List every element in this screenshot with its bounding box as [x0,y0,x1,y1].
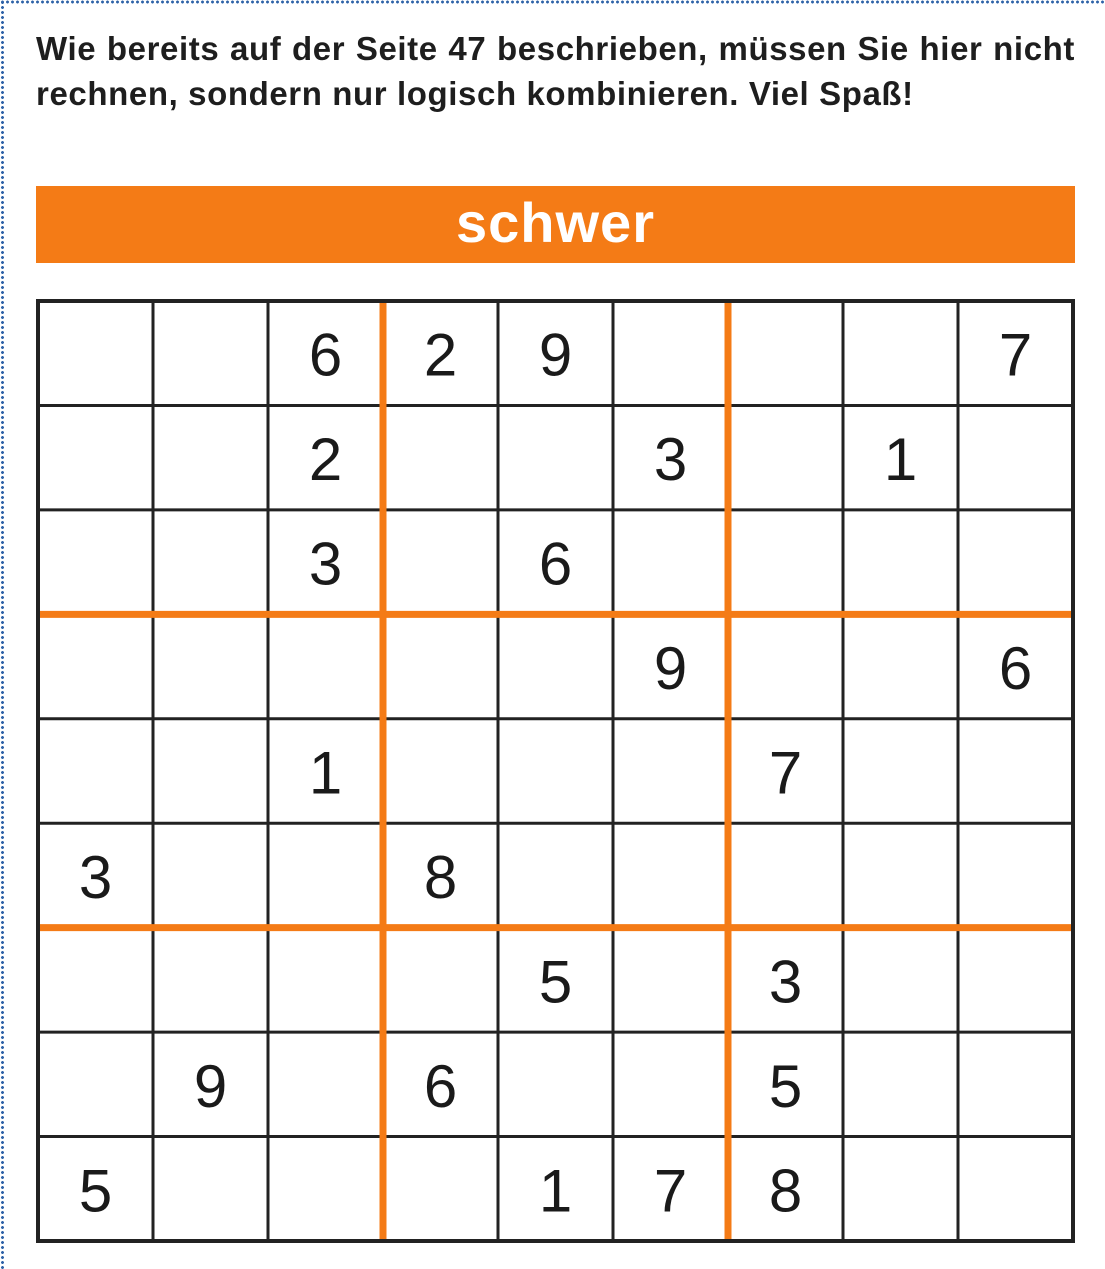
cell-digit: 9 [538,321,573,389]
cell-background [498,614,613,718]
cell-background [268,1032,383,1136]
cell-r9-c9[interactable] [958,1137,1073,1241]
cell-background [958,823,1073,927]
cell-r7-c9[interactable] [958,928,1073,1032]
cell-r2-c7[interactable] [728,405,843,509]
cell-r5-c3[interactable] [268,719,383,823]
cell-r3-c8[interactable] [843,510,958,614]
cell-r3-c2[interactable] [153,510,268,614]
cell-r6-c5[interactable] [498,823,613,927]
cell-r5-c5[interactable] [498,719,613,823]
cell-background [958,928,1073,1032]
cell-r9-c4[interactable] [383,1137,498,1241]
cell-background [153,928,268,1032]
cell-r7-c1[interactable] [38,928,153,1032]
cell-background [153,719,268,823]
cell-r3-c5[interactable] [498,510,613,614]
cell-background [498,823,613,927]
cell-r6-c4[interactable] [383,823,498,927]
cell-background [383,1137,498,1241]
cell-digit: 3 [78,843,113,911]
cell-background [268,928,383,1032]
cell-r9-c8[interactable] [843,1137,958,1241]
cell-digit: 9 [193,1052,228,1120]
cell-background [38,1032,153,1136]
cell-background [843,510,958,614]
cell-r1-c8[interactable] [843,301,958,405]
cell-background [843,1032,958,1136]
cell-background [38,510,153,614]
cell-r3-c6[interactable] [613,510,728,614]
cell-digit: 2 [308,426,343,494]
cell-background [383,719,498,823]
cell-r4-c1[interactable] [38,614,153,718]
cell-r8-c5[interactable] [498,1032,613,1136]
sudoku-grid [36,299,1075,1243]
cell-r1-c1[interactable] [38,301,153,405]
cell-r1-c4[interactable] [383,301,498,405]
cell-r4-c3[interactable] [268,614,383,718]
cell-background [498,719,613,823]
cell-r9-c3[interactable] [268,1137,383,1241]
cell-digit: 1 [308,739,343,807]
cell-background [958,1137,1073,1241]
cell-digit: 1 [883,426,918,494]
cell-digit: 5 [78,1157,113,1225]
cell-background [498,1032,613,1136]
cell-r4-c7[interactable] [728,614,843,718]
cell-r3-c4[interactable] [383,510,498,614]
cell-r1-c6[interactable] [613,301,728,405]
cell-digit: 7 [768,739,803,807]
cell-r3-c3[interactable] [268,510,383,614]
cell-r5-c8[interactable] [843,719,958,823]
cell-background [38,614,153,718]
cell-background [958,510,1073,614]
cell-background [728,823,843,927]
cell-background [153,823,268,927]
cell-r2-c4[interactable] [383,405,498,509]
cell-r2-c3[interactable] [268,405,383,509]
cell-digit: 1 [538,1157,573,1225]
cell-r7-c5[interactable] [498,928,613,1032]
cell-digit: 5 [768,1052,803,1120]
cell-background [728,614,843,718]
cell-r5-c9[interactable] [958,719,1073,823]
cell-r1-c2[interactable] [153,301,268,405]
cell-r5-c1[interactable] [38,719,153,823]
cell-background [728,301,843,405]
difficulty-banner [36,186,1075,263]
cell-background [958,719,1073,823]
dotted-border-left [0,0,5,1269]
cell-r9-c1[interactable] [38,1137,153,1241]
cell-r2-c8[interactable] [843,405,958,509]
cell-r1-c5[interactable] [498,301,613,405]
cell-digit: 6 [308,321,343,389]
cell-r7-c2[interactable] [153,928,268,1032]
cell-digit: 3 [308,530,343,598]
cell-background [383,928,498,1032]
cell-r6-c3[interactable] [268,823,383,927]
cell-background [613,823,728,927]
cell-digit: 6 [538,530,573,598]
cell-r8-c2[interactable] [153,1032,268,1136]
cell-background [153,405,268,509]
cell-digit: 7 [998,321,1033,389]
cell-r9-c6[interactable] [613,1137,728,1241]
cell-digit: 7 [653,1157,688,1225]
cell-r6-c1[interactable] [38,823,153,927]
cell-r4-c4[interactable] [383,614,498,718]
cell-r4-c2[interactable] [153,614,268,718]
cell-r1-c3[interactable] [268,301,383,405]
cell-r9-c7[interactable] [728,1137,843,1241]
cell-background [843,614,958,718]
cell-background [383,405,498,509]
cell-background [268,1137,383,1241]
cell-r6-c9[interactable] [958,823,1073,927]
cell-r8-c9[interactable] [958,1032,1073,1136]
cell-background [843,1137,958,1241]
cell-r1-c9[interactable] [958,301,1073,405]
cell-background [843,928,958,1032]
cell-background [153,614,268,718]
cell-r5-c7[interactable] [728,719,843,823]
cell-r7-c3[interactable] [268,928,383,1032]
cell-r5-c2[interactable] [153,719,268,823]
cell-digit: 3 [653,426,688,494]
cell-background [958,1032,1073,1136]
cell-background [268,823,383,927]
intro-text: Wie bereits auf der Seite 47 beschrieben, müssen Sie hier nicht rechnen, sondern nur logisch kombinieren. Viel Spaß! [36,30,1075,112]
cell-background [38,928,153,1032]
cell-background [383,614,498,718]
cell-background [153,510,268,614]
cell-r3-c9[interactable] [958,510,1073,614]
cell-background [38,719,153,823]
cell-background [728,510,843,614]
cell-r2-c2[interactable] [153,405,268,509]
cell-background [843,823,958,927]
cell-background [613,510,728,614]
cell-r2-c1[interactable] [38,405,153,509]
cell-digit: 2 [423,321,458,389]
cell-r8-c4[interactable] [383,1032,498,1136]
cell-r7-c6[interactable] [613,928,728,1032]
cell-background [613,928,728,1032]
cell-background [843,301,958,405]
cell-background [613,301,728,405]
cell-digit: 8 [768,1157,803,1225]
cell-background [728,405,843,509]
sudoku-board [36,299,1075,1243]
cell-r8-c3[interactable] [268,1032,383,1136]
cell-digit: 8 [423,843,458,911]
cell-r8-c1[interactable] [38,1032,153,1136]
cell-r4-c6[interactable] [613,614,728,718]
cell-r9-c5[interactable] [498,1137,613,1241]
cell-r8-c6[interactable] [613,1032,728,1136]
cell-background [498,405,613,509]
cell-background [153,301,268,405]
cell-r2-c9[interactable] [958,405,1073,509]
cell-r7-c7[interactable] [728,928,843,1032]
cell-r7-c8[interactable] [843,928,958,1032]
dotted-border-top [0,0,1105,4]
cell-r9-c2[interactable] [153,1137,268,1241]
cell-r4-c9[interactable] [958,614,1073,718]
cell-background [843,719,958,823]
cell-background [383,510,498,614]
cell-digit: 6 [423,1052,458,1120]
cell-r4-c5[interactable] [498,614,613,718]
cell-r6-c8[interactable] [843,823,958,927]
cell-r6-c7[interactable] [728,823,843,927]
cell-background [38,405,153,509]
cell-r6-c6[interactable] [613,823,728,927]
cell-digit: 6 [998,635,1033,703]
cell-r2-c6[interactable] [613,405,728,509]
cell-background [153,1137,268,1241]
cell-r5-c6[interactable] [613,719,728,823]
difficulty-label: schwer [456,190,655,254]
cell-r8-c8[interactable] [843,1032,958,1136]
cell-digit: 5 [538,948,573,1016]
cell-r5-c4[interactable] [383,719,498,823]
cell-r3-c1[interactable] [38,510,153,614]
cell-r7-c4[interactable] [383,928,498,1032]
cell-r3-c7[interactable] [728,510,843,614]
cell-background [958,405,1073,509]
cell-r8-c7[interactable] [728,1032,843,1136]
cell-background [38,301,153,405]
cell-r6-c2[interactable] [153,823,268,927]
cell-r2-c5[interactable] [498,405,613,509]
cell-r1-c7[interactable] [728,301,843,405]
cell-digit: 3 [768,948,803,1016]
cell-background [613,1032,728,1136]
cell-background [613,719,728,823]
cell-digit: 9 [653,635,688,703]
cell-r4-c8[interactable] [843,614,958,718]
cell-background [268,614,383,718]
